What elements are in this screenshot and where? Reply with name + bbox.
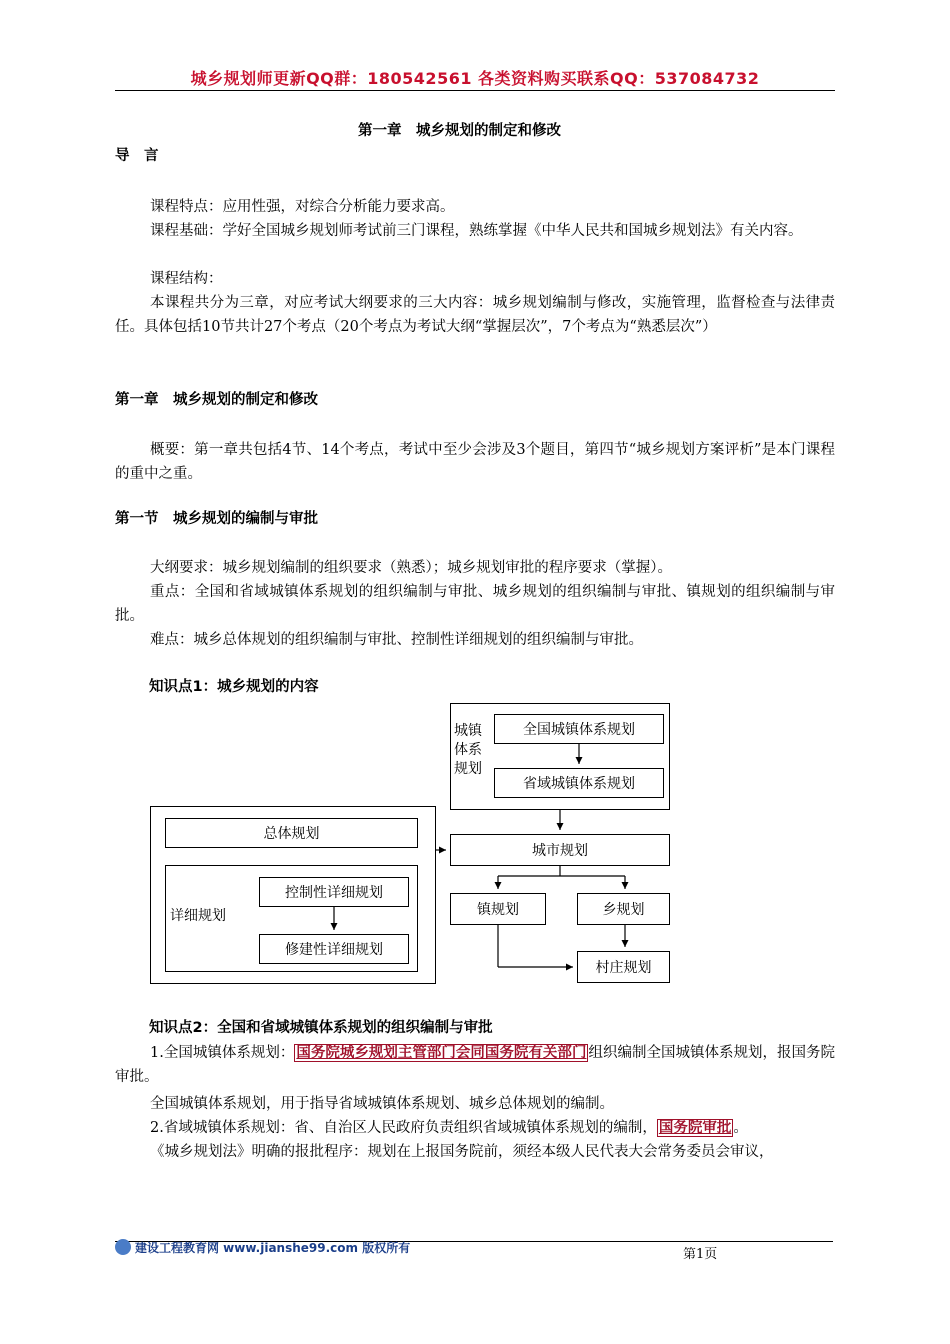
section1-key: 重点：全国和省域城镇体系规划的组织编制与审批、城乡规划的组织编制与审批、镇规划的组织编制与审批。 xyxy=(115,584,835,624)
urban-system-label: 城镇体系规划 xyxy=(454,723,482,777)
intro-structure-label: 课程结构： xyxy=(150,271,223,287)
footer-copyright xyxy=(115,1239,410,1256)
chapter-title: 第一章 城乡规划的制定和修改 xyxy=(358,123,561,139)
page-number: 第1页 xyxy=(683,1247,718,1262)
regulatory-plan-box: 控制性详细规划 xyxy=(259,877,409,907)
kp2-national xyxy=(115,1041,835,1089)
site-logo-icon xyxy=(115,1239,131,1255)
footer-copyright-text: 建设工程教育网 www.jianshe99.com 版权所有 xyxy=(135,1241,411,1255)
kp2-heading: 知识点2：全国和省域城镇体系规划的组织编制与审批 xyxy=(149,1020,493,1036)
city-plan-box: 城市规划 xyxy=(450,834,670,866)
intro-heading: 导 言 xyxy=(115,148,159,164)
kp2-procedure: 《城乡规划法》明确的报批程序：规划在上报国务院前，须经本级人民代表大会常务委员会审议， xyxy=(150,1144,774,1160)
kp2-provincial-prefix: 2.省域城镇体系规划：省、自治区人民政府负责组织省域城镇体系规划的编制， xyxy=(150,1120,657,1136)
constructive-plan-box: 修建性详细规划 xyxy=(259,934,409,964)
section1-outline: 大纲要求：城乡规划编制的组织要求（熟悉）；城乡规划审批的程序要求（掌握）。 xyxy=(150,560,672,576)
section1-heading: 第一节 城乡规划的编制与审批 xyxy=(115,511,318,527)
township-plan-box: 乡规划 xyxy=(577,893,670,925)
page-header: 城乡规划师更新QQ群：180542561 各类资料购买联系QQ：537084732 xyxy=(115,66,835,91)
kp2-provincial xyxy=(115,1116,835,1140)
kp2-national-use: 全国城镇体系规划，用于指导省域城镇体系规划、城乡总体规划的编制。 xyxy=(150,1096,614,1112)
kp2-provincial-highlight: 国务院审批 xyxy=(658,1120,732,1136)
town-plan-box: 镇规划 xyxy=(450,893,546,925)
kp2-national-prefix: 1.全国城镇体系规划： xyxy=(150,1045,295,1061)
section1-difficult: 难点：城乡总体规划的组织编制与审批、控制性详细规划的组织编制与审批。 xyxy=(150,632,643,648)
detailed-plan-label: 详细规划 xyxy=(170,908,226,924)
chapter1-heading: 第一章 城乡规划的制定和修改 xyxy=(115,392,318,408)
village-plan-box: 村庄规划 xyxy=(577,951,670,983)
kp2-provincial-suffix: 。 xyxy=(733,1120,748,1136)
kp1-heading: 知识点1：城乡规划的内容 xyxy=(149,679,319,695)
intro-feature: 课程特点：应用性强，对综合分析能力要求高。 xyxy=(150,199,455,215)
kp2-national-highlight: 国务院城乡规划主管部门会同国务院有关部门 xyxy=(296,1045,587,1061)
intro-structure: 本课程共分为三章，对应考试大纲要求的三大内容：城乡规划编制与修改，实施管理，监督检查与法律责任。具体包括10节共计27个考点（20个考点为考试大纲“掌握层次”，7个考点为“熟悉层次”） xyxy=(115,295,835,335)
chapter1-overview: 概要：第一章共包括4节、14个考点，考试中至少会涉及3个题目，第四节“城乡规划方案评析”是本门课程的重中之重。 xyxy=(115,442,835,482)
master-plan-box: 总体规划 xyxy=(165,818,418,848)
kp2-national-suffix: 组织编制全国城镇体系规划，报国务院审批。 xyxy=(115,1045,836,1085)
national-system-box: 全国城镇体系规划 xyxy=(494,714,664,744)
provincial-system-box: 省域城镇体系规划 xyxy=(494,768,664,798)
intro-basis: 课程基础：学好全国城乡规划师考试前三门课程，熟练掌握《中华人民共和国城乡规划法》有关内容。 xyxy=(150,223,803,239)
